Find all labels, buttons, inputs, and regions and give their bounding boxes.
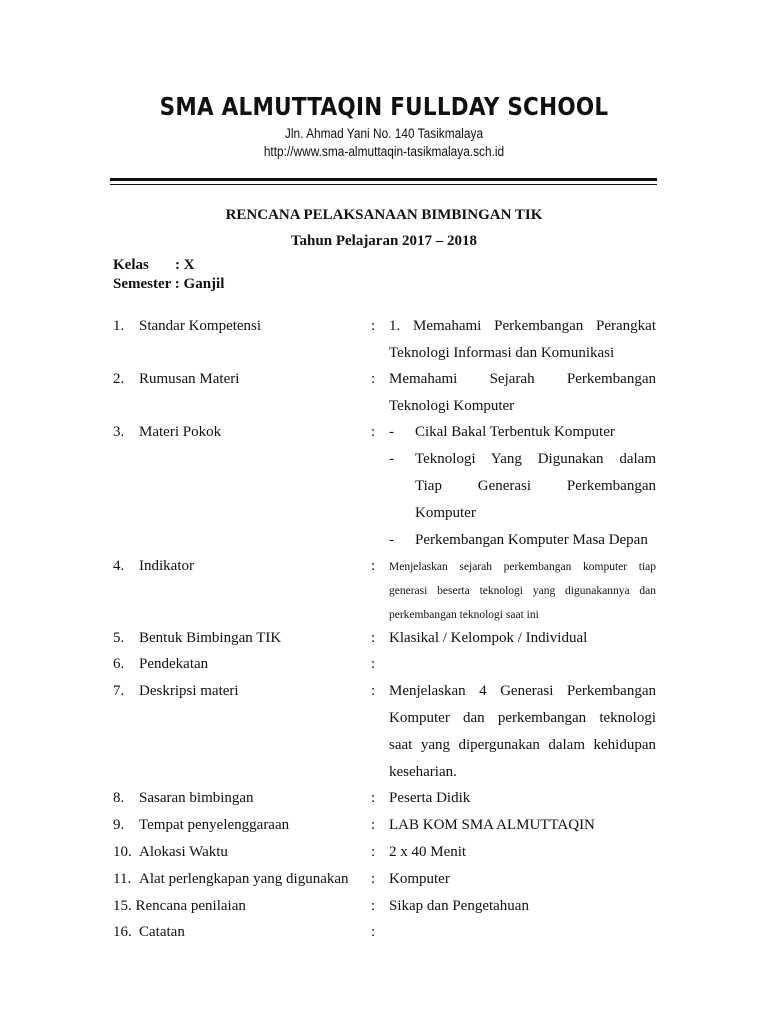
item-colon: : bbox=[371, 924, 376, 940]
item-value: 2 x 40 Menit bbox=[389, 844, 467, 860]
item-label: Deskripsi materi bbox=[139, 683, 239, 699]
school-address: Jln. Ahmad Yani No. 140 Tasikmalaya bbox=[284, 126, 484, 141]
value-line: Teknologi Komputer bbox=[389, 398, 515, 414]
item-colon: : bbox=[371, 898, 376, 914]
item-number: 5. bbox=[113, 630, 125, 646]
item-number: 7. bbox=[113, 683, 125, 699]
meta-semester bbox=[113, 276, 224, 293]
item-label: Pendekatan bbox=[139, 656, 209, 672]
item-number: 8. bbox=[113, 790, 125, 806]
item-label: Tempat penyelenggaraan bbox=[139, 817, 290, 833]
value-line: Cikal Bakal Terbentuk Komputer bbox=[415, 424, 615, 440]
item-value: Klasikal / Kelompok / Individual bbox=[389, 630, 588, 646]
item-label: Standar Kompetensi bbox=[139, 318, 262, 334]
item-colon: : bbox=[371, 371, 376, 387]
header-divider-thick bbox=[110, 178, 657, 181]
item-colon: : bbox=[371, 630, 376, 646]
item-colon: : bbox=[371, 871, 376, 887]
value-line: Tiap Generasi Perkembangan bbox=[415, 478, 656, 494]
item-label: Alokasi Waktu bbox=[139, 844, 228, 860]
item-value: Komputer bbox=[389, 871, 450, 887]
bullet-dash: - bbox=[389, 451, 394, 467]
item-value: Peserta Didik bbox=[389, 790, 471, 806]
item-value: LAB KOM SMA ALMUTTAQIN bbox=[389, 817, 595, 833]
school-website: http://www.sma-almuttaqin-tasikmalaya.sch.id bbox=[263, 144, 505, 159]
item-value bbox=[389, 366, 656, 420]
kelas-label: Kelas bbox=[113, 257, 149, 273]
item-number: 9. bbox=[113, 817, 125, 833]
item-number: 1. bbox=[113, 318, 125, 334]
bullet-dash: - bbox=[389, 532, 394, 548]
value-line: Komputer bbox=[415, 505, 476, 521]
school-name: SMA ALMUTTAQIN FULLDAY SCHOOL bbox=[159, 92, 609, 121]
semester-value: : Ganjil bbox=[174, 276, 225, 292]
item-label: Bentuk Bimbingan TIK bbox=[139, 630, 282, 646]
item-label: 15. Rencana penilaian bbox=[113, 898, 246, 914]
value-line: perkembangan teknologi saat ini bbox=[389, 609, 539, 621]
document-year: Tahun Pelajaran 2017 – 2018 bbox=[290, 233, 478, 249]
kelas-value: : X bbox=[175, 257, 195, 273]
item-colon: : bbox=[371, 844, 376, 860]
item-colon: : bbox=[371, 817, 376, 833]
value-line: Menjelaskan 4 Generasi Perkembangan bbox=[389, 683, 656, 699]
bullet-text bbox=[415, 446, 656, 527]
item-value bbox=[389, 678, 656, 786]
item-label: Indikator bbox=[139, 558, 194, 574]
item-number: 10. bbox=[113, 844, 132, 860]
value-line: generasi beserta teknologi yang digunakannya dan bbox=[389, 585, 656, 597]
semester-label: Semester bbox=[113, 276, 172, 292]
value-line: Memahami Sejarah Perkembangan bbox=[389, 371, 656, 387]
value-line: Menjelaskan sejarah perkembangan komputer tiap bbox=[389, 561, 656, 573]
item-value bbox=[389, 313, 656, 367]
value-line: saat yang dipergunakan dalam kehidupan bbox=[389, 737, 656, 753]
document-title: RENCANA PELAKSANAAN BIMBINGAN TIK bbox=[225, 207, 543, 223]
item-number: 11. bbox=[113, 871, 132, 887]
item-colon: : bbox=[371, 558, 376, 574]
value-line: Perkembangan Komputer Masa Depan bbox=[415, 532, 648, 548]
value-line: 1. Memahami Perkembangan Perangkat bbox=[389, 318, 656, 334]
item-value bbox=[389, 555, 656, 627]
meta-kelas bbox=[113, 257, 195, 274]
bullet-text bbox=[415, 419, 656, 446]
value-line: Teknologi Informasi dan Komunikasi bbox=[389, 345, 615, 361]
item-label: Materi Pokok bbox=[139, 424, 222, 440]
item-number: 3. bbox=[113, 424, 125, 440]
item-number: 6. bbox=[113, 656, 125, 672]
value-line: Teknologi Yang Digunakan dalam bbox=[415, 451, 656, 467]
item-value: Sikap dan Pengetahuan bbox=[389, 898, 529, 914]
bullet-text bbox=[415, 527, 656, 554]
item-colon: : bbox=[371, 656, 376, 672]
header-divider-thin bbox=[110, 184, 657, 185]
item-number: 16. bbox=[113, 924, 132, 940]
bullet-dash: - bbox=[389, 424, 394, 440]
item-label: Rumusan Materi bbox=[139, 371, 240, 387]
item-label: Sasaran bimbingan bbox=[139, 790, 254, 806]
value-line: Komputer dan perkembangan teknologi bbox=[389, 710, 656, 726]
item-colon: : bbox=[371, 790, 376, 806]
item-number: 2. bbox=[113, 371, 125, 387]
item-colon: : bbox=[371, 683, 376, 699]
value-line: keseharian. bbox=[389, 764, 457, 780]
item-label: Alat perlengkapan yang digunakan bbox=[139, 871, 349, 887]
item-label: Catatan bbox=[139, 924, 185, 940]
item-colon: : bbox=[371, 318, 376, 334]
item-colon: : bbox=[371, 424, 376, 440]
item-number: 4. bbox=[113, 558, 125, 574]
